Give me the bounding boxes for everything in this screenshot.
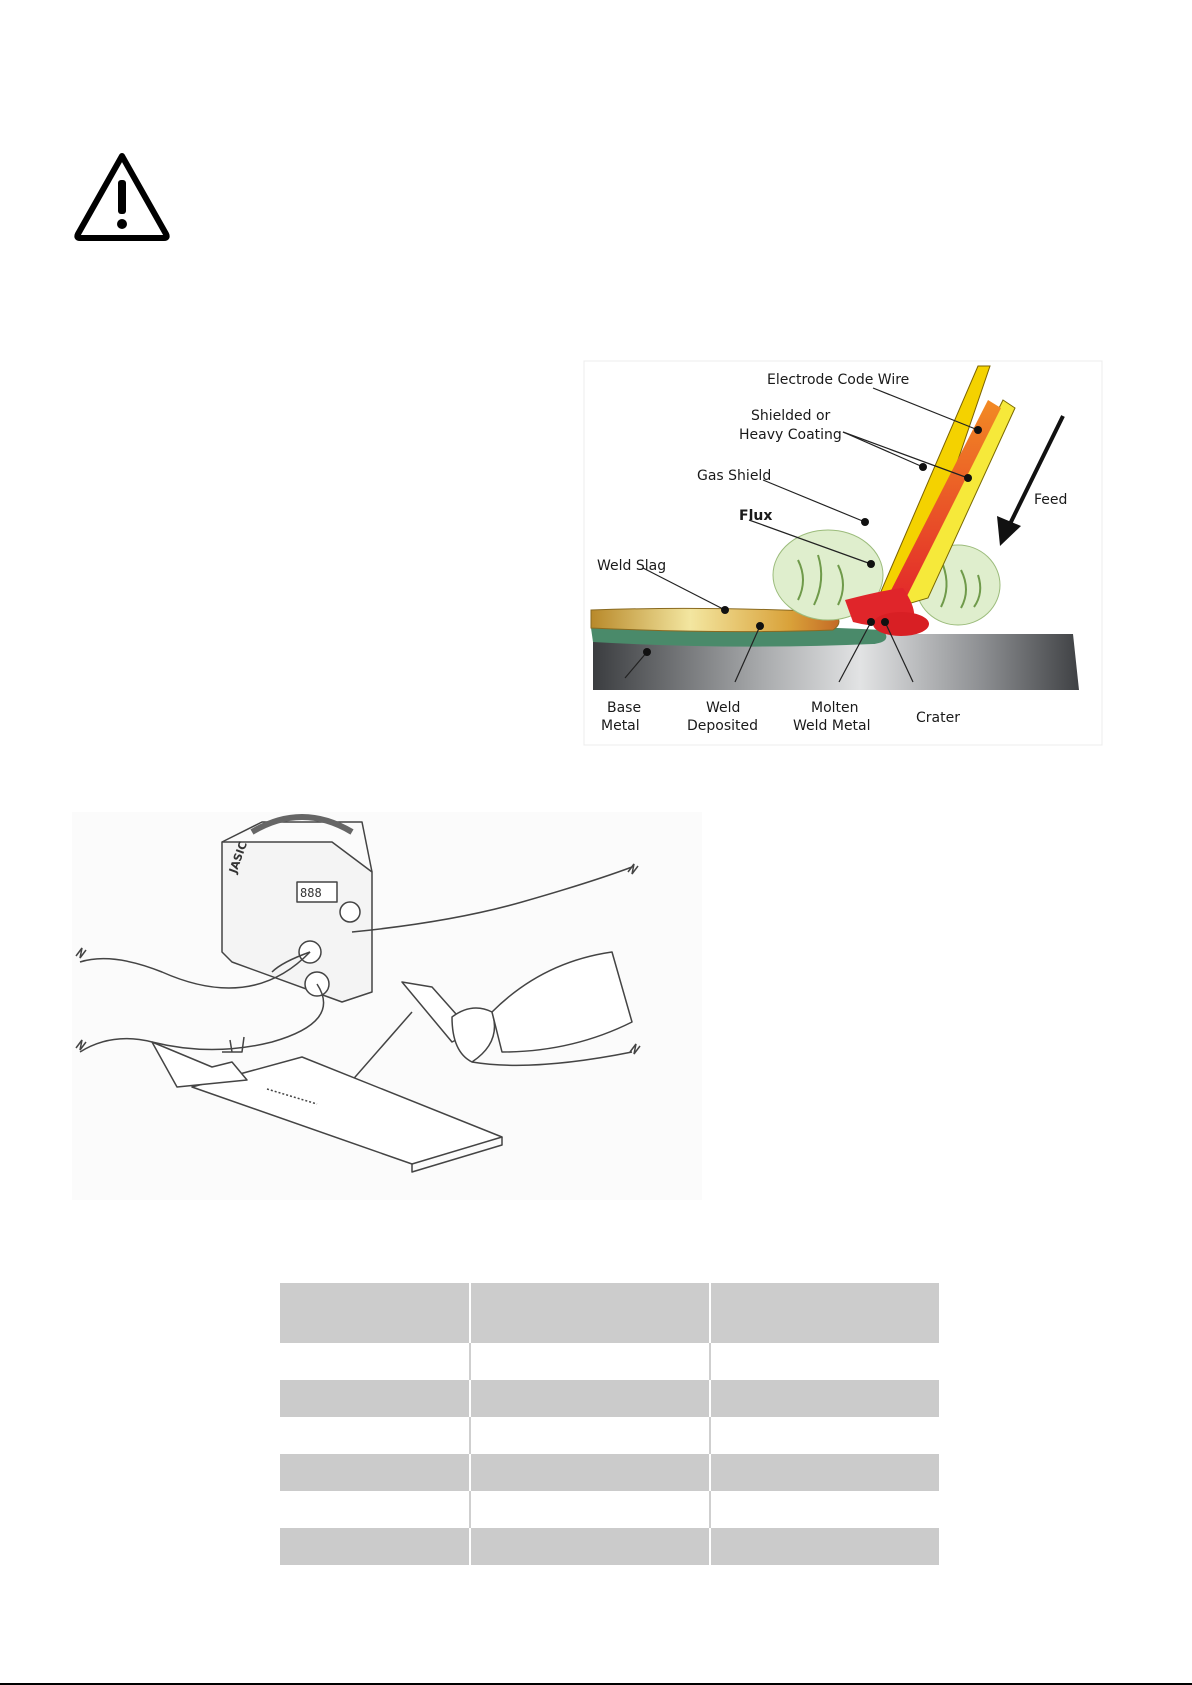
label-flux: Flux [739, 508, 773, 524]
table-cell [470, 1417, 710, 1454]
label-shielded-1: Shielded or [751, 408, 831, 424]
table-cell [470, 1454, 710, 1491]
label-molten-2: Weld Metal [793, 718, 871, 734]
table-cell [280, 1528, 470, 1565]
table-cell [280, 1454, 470, 1491]
label-base-1: Base [607, 700, 642, 716]
label-base-2: Metal [601, 718, 640, 734]
table-cell [710, 1454, 939, 1491]
table-cell [280, 1491, 470, 1528]
table-row [280, 1417, 939, 1454]
table-cell [710, 1491, 939, 1528]
label-weld-1: Weld [706, 700, 741, 716]
welder-setup-illustration [72, 812, 702, 1200]
label-electrode: Electrode Code Wire [767, 372, 910, 388]
table-cell [280, 1343, 470, 1380]
table-cell [470, 1491, 710, 1528]
table-row [280, 1528, 939, 1565]
label-molten-1: Molten [811, 700, 859, 716]
table-header-row [280, 1283, 939, 1343]
label-crater: Crater [916, 710, 960, 726]
machine-display: 888 [300, 886, 322, 900]
table-cell [710, 1528, 939, 1565]
table-cell [710, 1283, 939, 1343]
table-cell [280, 1417, 470, 1454]
machine-brand: JASIC [226, 839, 251, 876]
table-cell [470, 1283, 710, 1343]
table-cell [710, 1380, 939, 1417]
label-feed: Feed [1034, 492, 1068, 508]
table-cell [710, 1417, 939, 1454]
table-cell [470, 1380, 710, 1417]
label-gas-shield: Gas Shield [697, 468, 772, 484]
warning-icon [72, 150, 172, 242]
welding-process-diagram [583, 360, 1103, 746]
label-shielded-2: Heavy Coating [739, 427, 842, 443]
label-weld-2: Deposited [687, 718, 759, 734]
table-cell [710, 1343, 939, 1380]
table-cell [280, 1283, 470, 1343]
table-row [280, 1343, 939, 1380]
table-row [280, 1491, 939, 1528]
label-weld-slag: Weld Slag [597, 558, 667, 574]
table-cell [470, 1343, 710, 1380]
table-cell [470, 1528, 710, 1565]
table-row [280, 1380, 939, 1417]
table-row [280, 1454, 939, 1491]
table-cell [280, 1380, 470, 1417]
data-table [280, 1283, 939, 1565]
